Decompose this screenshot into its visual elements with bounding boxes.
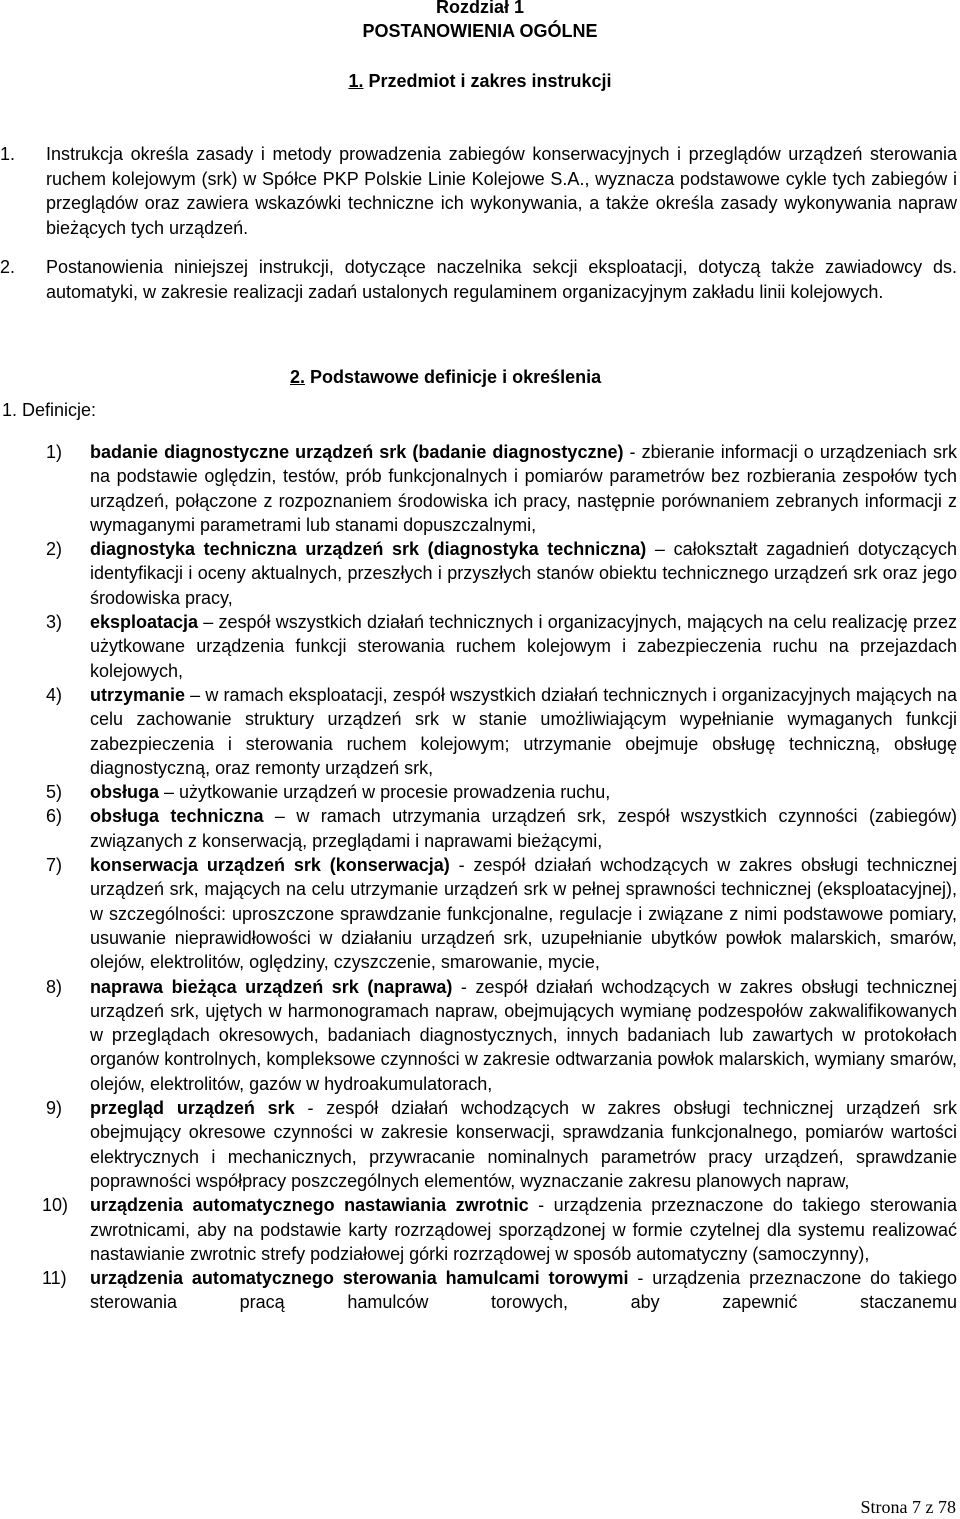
list-item — [0, 1266, 960, 1315]
chapter-subtitle: POSTANOWIENIA OGÓLNE — [362, 21, 598, 41]
item-text: – użytkowanie urządzeń w procesie prowadzenia ruchu, — [159, 782, 611, 803]
section-2-title: Podstawowe definicje i określenia — [310, 367, 602, 387]
item-number: 7) — [46, 855, 63, 876]
item-number: 1) — [46, 442, 63, 462]
section-1-heading — [0, 70, 960, 93]
item-number: 8) — [46, 976, 63, 997]
list-item — [0, 1193, 960, 1266]
item-text: - zespół działań wchodzących w zakres obsługi technicznej urządzeń srk, ujętych w harmonogramach napraw, obejmujących wymianę podzespołów zakwalifikowanych w przeglądach okresowych, badaniach diagnostycznych, innych badaniach lub zawartych w protokołach organów kontrolnych, kompleksowe czynności w zakresie odtwarzania powłok malarskich, wymiany smarów, olejów, elektrolitów, gazów w hydroakumulatorach, — [90, 976, 957, 1094]
item-term: badanie diagnostyczne urządzeń srk (badanie diagnostyczne) — [90, 442, 624, 462]
item-number: 2) — [46, 539, 63, 560]
intro-paragraph-2 — [0, 255, 957, 304]
item-text: – całokształt zagadnień dotyczących identyfikacji i oceny aktualnych, przeszłych i przyszłych stanów obiektu technicznego urządzeń srk oraz jego środowiska pracy, — [90, 539, 957, 608]
item-text: - urządzenia przeznaczone do takiego sterowania pracą hamulców torowych, aby zapewnić staczanemu — [90, 1268, 957, 1313]
item-term: obsługa — [90, 782, 160, 803]
intro-paragraph-2-number: 2. — [0, 257, 16, 277]
intro-paragraph-2-text: Postanowienia niniejszej instrukcji, dotyczące naczelnika sekcji eksploatacji, dotyczą także zawiadowcy ds. automatyki, w zakresie realizacji zadań ustalonych regulaminem organizacyjnym zakładu linii kolejowych. — [46, 257, 957, 302]
item-number: 5) — [46, 782, 63, 803]
item-term: przegląd urządzeń srk — [90, 1098, 295, 1119]
definitions-list — [0, 440, 960, 1315]
list-item — [0, 1096, 960, 1193]
item-number: 9) — [46, 1098, 63, 1119]
list-item — [0, 683, 960, 780]
intro-paragraph-1 — [0, 142, 957, 240]
item-text: - zespół działań wchodzących w zakres obsługi technicznej urządzeń srk, mających na celu utrzymanie urządzeń srk w pełnej sprawności technicznej (eksploatacyjnej), w szczególności: uproszczone sprawdzanie funkcjonalne, regulacje i związane z nimi podstawowe pomiary, usuwanie nieprawidłowości w działaniu urządzeń srk, uzupełnianie ubytków powłok malarskich, smarów, olejów, elektrolitów, oględziny, czyszczenie, smarowanie, mycie, — [90, 855, 957, 973]
item-text: - urządzenia przeznaczone do takiego sterowania zwrotnicami, aby na podstawie karty rozrządowej sporządzonej w formie czytelnej dla systemu realizować nastawianie zwrotnic strefy podziałowej górki rozrządowej w sposób automatyczny (samoczynny), — [90, 1195, 957, 1264]
section-1-number: 1. — [348, 71, 364, 91]
item-term: obsługa techniczna — [90, 806, 264, 827]
item-number: 6) — [46, 806, 63, 827]
item-number: 3) — [46, 612, 63, 633]
list-item — [0, 975, 960, 1096]
item-text: - zbieranie informacji o urządzeniach srk na podstawie oględzin, testów, prób funkcjonalnych i pomiarów parametrów bez rozbierania zespołów tych urządzeń, połączone z rozpoznaniem środowiska ich pracy, następnie porównaniem zebranych informacji z wymaganymi parametrami lub stanami dopuszczalnymi, — [90, 442, 957, 535]
list-item — [0, 853, 960, 974]
item-term: eksploatacja — [90, 612, 199, 633]
section-2-number: 2. — [290, 367, 306, 387]
item-text: – w ramach eksploatacji, zespół wszystkich działań technicznych i organizacyjnych mających na celu zachowanie struktury urządzeń srk w stanie umożliwiającym wypełnianie wymaganych funkcji zabezpieczenia i sterowania ruchem kolejowym; utrzymanie obejmuje obsługę techniczną, obsługę diagnostyczną, oraz remonty urządzeń srk, — [90, 684, 957, 778]
item-term: diagnostyka techniczna urządzeń srk (diagnostyka techniczna) — [90, 539, 647, 560]
item-term: urządzenia automatycznego sterowania hamulcami torowymi — [90, 1268, 629, 1289]
list-item — [0, 610, 960, 683]
definitions-label: 1. Definicje: — [2, 400, 97, 420]
page-number: Strona 7 z 78 — [860, 1497, 956, 1517]
section-2-heading — [290, 365, 601, 389]
intro-paragraph-1-text: Instrukcja określa zasady i metody prowadzenia zabiegów konserwacyjnych i przeglądów urządzeń sterowania ruchem kolejowym (srk) w Spółce PKP Polskie Linie Kolejowe S.A., wyznacza podstawowe cykle tych zabiegów i przeglądów oraz zawiera wskazówki techniczne ich wykonywania, a także określa zasady wykonywania napraw bieżących tych urządzeń. — [46, 144, 957, 238]
list-item — [0, 804, 960, 853]
item-text: – zespół wszystkich działań technicznych i organizacyjnych, mających na celu realizację przez użytkowane urządzenia funkcji sterowania ruchem kolejowym i zabezpieczenia ruchu na przejazdach kolejowych, — [90, 612, 957, 681]
item-term: naprawa bieżąca urządzeń srk (naprawa) — [90, 976, 453, 997]
item-text: - zespół działań wchodzących w zakres obsługi technicznej urządzeń srk obejmujący okresowe czynności w zakresie konserwacji, sprawdzania funkcjonalnego, pomiarów wartości elektrycznych i mechanicznych, przywracanie nominalnych parametrów pracy urządzeń, sprawdzanie poprawności współpracy poszczególnych elementów, wyznaczanie zakresu planowych napraw, — [90, 1098, 957, 1191]
item-term: konserwacja urządzeń srk (konserwacja) — [90, 855, 450, 876]
item-term: urządzenia automatycznego nastawiania zwrotnic — [90, 1195, 529, 1216]
item-number: 11) — [42, 1268, 67, 1289]
intro-paragraph-1-number: 1. — [0, 144, 16, 164]
list-item — [0, 537, 960, 610]
section-1-title: Przedmiot i zakres instrukcji — [368, 71, 612, 91]
list-item — [0, 440, 960, 537]
chapter-title: Rozdział 1 — [435, 0, 524, 17]
item-number: 4) — [46, 684, 63, 705]
item-text: – w ramach utrzymania urządzeń srk, zespół wszystkich czynności (zabiegów) związanych z konserwacją, przeglądami i naprawami bieżącymi, — [90, 806, 957, 851]
item-term: utrzymanie — [90, 684, 186, 705]
item-number: 10) — [42, 1195, 69, 1216]
list-item — [0, 780, 960, 804]
